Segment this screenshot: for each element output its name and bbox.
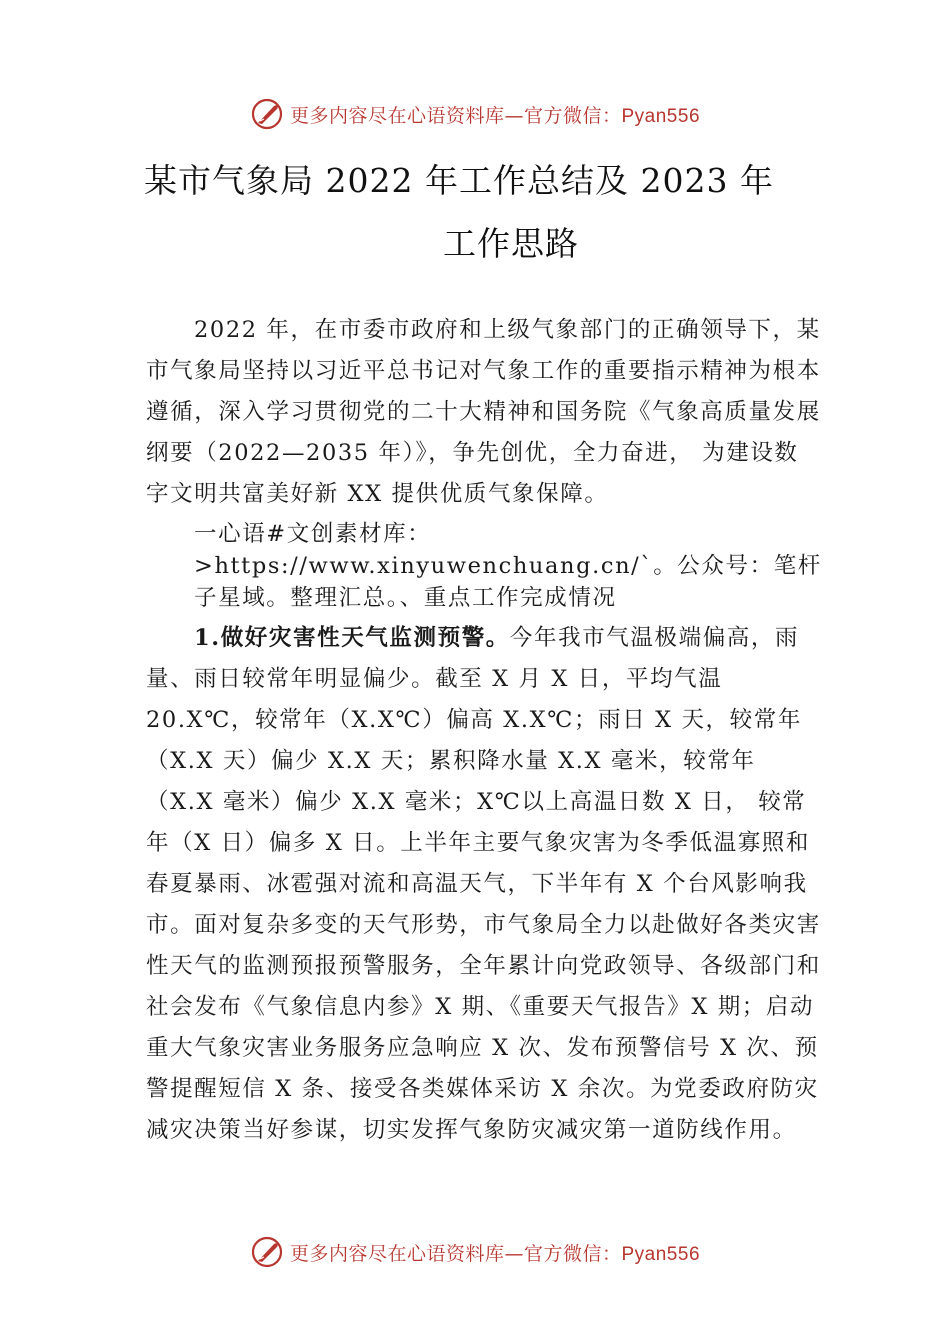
banner-text — [290, 1239, 700, 1266]
intro-paragraph-text: 2022 年，在市委市政府和上级气象部门的正确领导下，某市气象局坚持以习近平总书记对气象工作的重要指示精神为根本遵循，深入学习贯彻党的二十大精神和国务院《气象高质量发展纲要（2022—2035 年）》，争先创优，全力奋进， 为建设数字文明共富美好新 XX 提供优质气象保障。 — [146, 317, 821, 507]
banner-main-text: 更多内容尽在心语资料库 — [289, 1242, 505, 1265]
source-note-text: 一心语#文创素材库：>https://www.xinyuwenchuang.cn/`。公众号：笔杆子星域。整理汇总。、重点工作完成情况 — [194, 521, 822, 611]
banner-wechat-id: Pyan556 — [621, 105, 701, 127]
header-watermark-banner — [0, 94, 950, 134]
section-1-paragraph — [146, 618, 822, 1151]
banner-dash: — — [504, 1242, 524, 1265]
banner-text — [290, 101, 700, 128]
document-title-line-2: 工作思路 — [443, 224, 579, 263]
quill-pen-logo-icon — [250, 1235, 284, 1269]
quill-pen-logo-icon — [250, 97, 284, 131]
document-title-line-1: 某市气象局 2022 年工作总结及 2023 年 — [144, 161, 774, 200]
banner-wechat-label: 官方微信： — [523, 104, 622, 127]
intro-paragraph — [146, 310, 822, 515]
banner-wechat-id: Pyan556 — [621, 1243, 701, 1265]
banner-wechat-label: 官方微信： — [523, 1242, 622, 1265]
banner-dash: — — [504, 104, 524, 127]
section-1-heading: 1.做好灾害性天气监测预警。 — [194, 625, 510, 651]
footer-watermark-banner — [0, 1232, 950, 1272]
source-note-paragraph — [194, 518, 824, 614]
section-1-body: 今年我市气温极端偏高，雨量、雨日较常年明显偏少。截至 X 月 X 日，平均气温 20.X℃，较常年（X.X℃）偏高 X.X℃；雨日 X 天，较常年（X.X 天）偏少 X.X 天；累积降水量 X.X 毫米，较常年（X.X 毫米）偏少 X.X 毫米；X℃以上高温日数 X 日， 较常年（X 日）偏多 X 日。上半年主要气象灾害为冬季低温寡照和春夏暴雨、冰雹强对流和高温天气，下半年有 X 个台风影响我市。面对复杂多变的天气形势，市气象局全力以赴做好各类灾害性天气的监测预报预警服务，全年累计向党政领导、各级部门和社会发布《气象信息内参》X 期、《重要天气报告》X 期；启动重大气象灾害业务服务应急响应 X 次、发布预警信号 X 次、预警提醒短信 X 条、接受各类媒体采访 X 余次。为党委政府防灾减灾决策当好参谋，切实发挥气象防灾减灾第一道防线作用。 — [146, 625, 821, 1143]
banner-main-text: 更多内容尽在心语资料库 — [289, 104, 505, 127]
